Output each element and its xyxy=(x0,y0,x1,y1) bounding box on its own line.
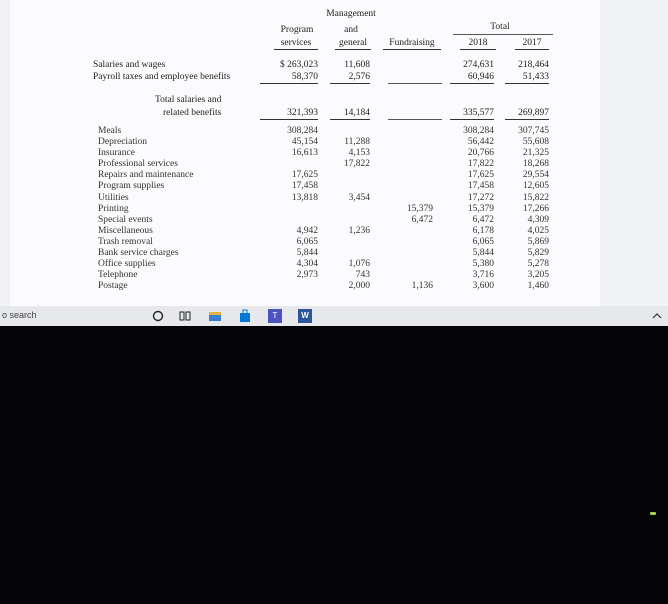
expense-label: Depreciation xyxy=(98,137,148,148)
task-view-icon[interactable] xyxy=(178,309,192,323)
expense-label: Meals xyxy=(98,126,122,136)
expense-label: Bank service charges xyxy=(98,248,179,259)
expense-2017-cell: 5,829 xyxy=(527,248,549,259)
expense-2018-cell: 5,844 xyxy=(472,248,494,259)
expense-program-cell: 45,154 xyxy=(291,137,318,148)
expense-program-column xyxy=(260,126,318,292)
expense-fundraising-cell: 15,379 xyxy=(406,203,433,214)
expense-2017-cell: 17,266 xyxy=(522,203,549,214)
expense-program-cell xyxy=(260,204,318,215)
row-label-salaries: Salaries and wages xyxy=(93,60,166,70)
header-management: Management xyxy=(326,9,376,19)
expense-2018-cell: 3,716 xyxy=(472,270,494,281)
power-led xyxy=(650,512,656,515)
fundraising-top-rule xyxy=(388,83,442,84)
expense-2017-cell: 21,325 xyxy=(522,148,549,159)
expense-management-cell xyxy=(330,215,370,226)
expense-2018-cell: 17,822 xyxy=(467,159,494,170)
expense-2017-cell: 55,608 xyxy=(522,137,549,148)
search-placeholder: o search xyxy=(2,310,37,320)
expense-fundraising-cell xyxy=(395,237,433,248)
expense-2018-cell: 5,380 xyxy=(472,259,494,270)
expense-management-cell: 1,236 xyxy=(348,225,370,236)
expense-2017-cell: 12,605 xyxy=(522,181,549,192)
expense-fundraising-cell xyxy=(395,226,433,237)
expense-2017-cell: 5,278 xyxy=(527,259,549,270)
expense-program-cell xyxy=(260,215,318,226)
expense-2018-column xyxy=(450,126,494,292)
expense-fundraising-cell xyxy=(395,248,433,259)
expense-program-cell: 4,942 xyxy=(296,225,318,236)
teams-icon[interactable]: T xyxy=(268,309,282,323)
expense-program-cell: 13,818 xyxy=(291,192,318,203)
cell-program-payroll: 58,370 xyxy=(260,72,318,84)
expense-management-cell: 4,153 xyxy=(348,148,370,159)
expense-management-cell xyxy=(330,170,370,181)
expense-program-cell: 308,284 xyxy=(287,126,318,136)
expense-management-cell xyxy=(330,126,370,137)
expense-fundraising-cell xyxy=(395,181,433,192)
header-program: Program xyxy=(280,25,314,35)
expense-program-cell: 17,458 xyxy=(291,181,318,192)
header-and: and xyxy=(344,25,358,35)
expense-2018-cell: 17,625 xyxy=(467,170,494,181)
cell-2018-total-salaries: 335,577 xyxy=(450,108,494,120)
expense-label: Professional services xyxy=(98,159,178,170)
expense-2018-cell: 17,272 xyxy=(467,192,494,203)
cortana-icon[interactable] xyxy=(151,309,165,323)
expense-label: Program supplies xyxy=(98,181,165,192)
expense-2018-cell: 6,178 xyxy=(472,225,494,236)
expense-management-cell xyxy=(330,248,370,259)
expense-management-column xyxy=(330,126,370,292)
expense-program-cell: 4,304 xyxy=(296,259,318,270)
expense-label: Printing xyxy=(98,203,129,214)
expense-2018-cell: 3,600 xyxy=(472,281,494,292)
expense-program-cell: 2,973 xyxy=(296,270,318,281)
expense-2017-cell: 3,205 xyxy=(527,270,549,281)
expense-2018-cell: 17,458 xyxy=(467,181,494,192)
cell-2018-salaries: 274,631 xyxy=(463,60,494,70)
expense-2018-cell: 15,379 xyxy=(467,203,494,214)
header-total: Total xyxy=(490,22,510,32)
expense-2017-cell: 4,025 xyxy=(527,225,549,236)
cell-management-payroll: 2,576 xyxy=(330,72,370,84)
financial-statement-document xyxy=(10,0,600,306)
expense-label: Repairs and maintenance xyxy=(98,170,194,181)
header-general: general xyxy=(335,38,371,50)
expense-program-cell: 17,625 xyxy=(291,170,318,181)
expense-label: Office supplies xyxy=(98,259,156,270)
expense-label: Special events xyxy=(98,214,153,225)
expense-fundraising-cell xyxy=(395,126,433,137)
expense-fundraising-cell xyxy=(395,159,433,170)
expense-management-cell: 11,288 xyxy=(344,137,370,148)
expense-2018-cell: 56,442 xyxy=(467,137,494,148)
expense-management-cell xyxy=(330,237,370,248)
monitor-bezel xyxy=(0,326,668,604)
expense-2018-cell: 20,766 xyxy=(467,148,494,159)
total-header-rule xyxy=(453,34,553,35)
expense-program-cell xyxy=(260,159,318,170)
expense-fundraising-cell xyxy=(395,270,433,281)
expense-2017-cell: 5,869 xyxy=(527,236,549,247)
expense-2017-column xyxy=(505,126,549,292)
expense-label: Miscellaneous xyxy=(98,225,153,236)
expense-program-cell: 16,613 xyxy=(291,148,318,159)
expense-fundraising-cell: 1,136 xyxy=(411,281,433,292)
expense-labels-column xyxy=(98,126,248,292)
cell-2017-salaries: 218,464 xyxy=(518,60,549,70)
expense-program-cell: 6,065 xyxy=(296,236,318,247)
header-2018: 2018 xyxy=(460,38,496,50)
row-label-total-salaries: Total salaries and xyxy=(155,95,222,105)
expense-fundraising-cell xyxy=(395,137,433,148)
row-label-payroll: Payroll taxes and employee benefits xyxy=(93,72,231,82)
row-label-related-benefits: related benefits xyxy=(163,108,222,118)
expense-label: Utilities xyxy=(98,192,129,203)
expense-2018-cell: 6,472 xyxy=(472,214,494,225)
taskbar xyxy=(0,306,668,326)
expense-program-cell: 5,844 xyxy=(296,248,318,259)
chevron-up-icon[interactable] xyxy=(650,309,664,323)
header-program-services: services xyxy=(274,38,318,50)
expense-management-cell xyxy=(330,204,370,215)
expense-fundraising-cell xyxy=(395,148,433,159)
header-fundraising: Fundraising xyxy=(383,38,441,50)
expense-management-cell: 2,000 xyxy=(348,281,370,292)
expense-2017-cell: 29,554 xyxy=(522,170,549,181)
expense-label: Trash removal xyxy=(98,236,153,247)
expense-2017-cell: 15,822 xyxy=(522,192,549,203)
cell-2017-total-salaries: 269,897 xyxy=(505,108,549,120)
expense-label: Postage xyxy=(98,281,128,292)
expense-management-cell: 17,822 xyxy=(343,159,370,170)
expense-label: Telephone xyxy=(98,270,138,281)
expense-2017-cell: 18,268 xyxy=(522,159,549,170)
cell-2018-payroll: 60,946 xyxy=(450,72,494,84)
taskbar-search-box[interactable] xyxy=(0,306,145,326)
cell-2017-payroll: 51,433 xyxy=(505,72,549,84)
expense-2018-cell: 6,065 xyxy=(472,236,494,247)
expense-fundraising-cell xyxy=(395,170,433,181)
cell-management-salaries: 11,608 xyxy=(344,60,370,70)
expense-management-cell: 743 xyxy=(355,270,370,281)
fundraising-total-rule xyxy=(388,119,442,120)
expense-2017-cell: 1,460 xyxy=(527,281,549,292)
expense-program-cell xyxy=(260,281,318,292)
expense-fundraising-cell xyxy=(395,259,433,270)
expense-management-cell xyxy=(330,181,370,192)
expense-fundraising-cell: 6,472 xyxy=(411,214,433,225)
cell-program-total-salaries: 321,393 xyxy=(260,108,318,120)
expense-management-cell: 1,076 xyxy=(348,259,370,270)
expense-fundraising-cell xyxy=(395,193,433,204)
expense-management-cell: 3,454 xyxy=(348,192,370,203)
expense-label: Insurance xyxy=(98,148,135,159)
expense-fundraising-column xyxy=(395,126,433,292)
expense-2017-cell: 307,745 xyxy=(518,126,549,136)
cell-program-salaries: $ 263,023 xyxy=(280,60,318,70)
cell-management-total-salaries: 14,184 xyxy=(330,108,370,120)
header-2017: 2017 xyxy=(515,38,549,50)
word-icon[interactable]: W xyxy=(298,309,312,323)
expense-2017-cell: 4,309 xyxy=(527,214,549,225)
file-explorer-icon[interactable] xyxy=(208,309,222,323)
store-icon[interactable] xyxy=(238,309,252,323)
expense-2018-cell: 308,284 xyxy=(463,126,494,136)
